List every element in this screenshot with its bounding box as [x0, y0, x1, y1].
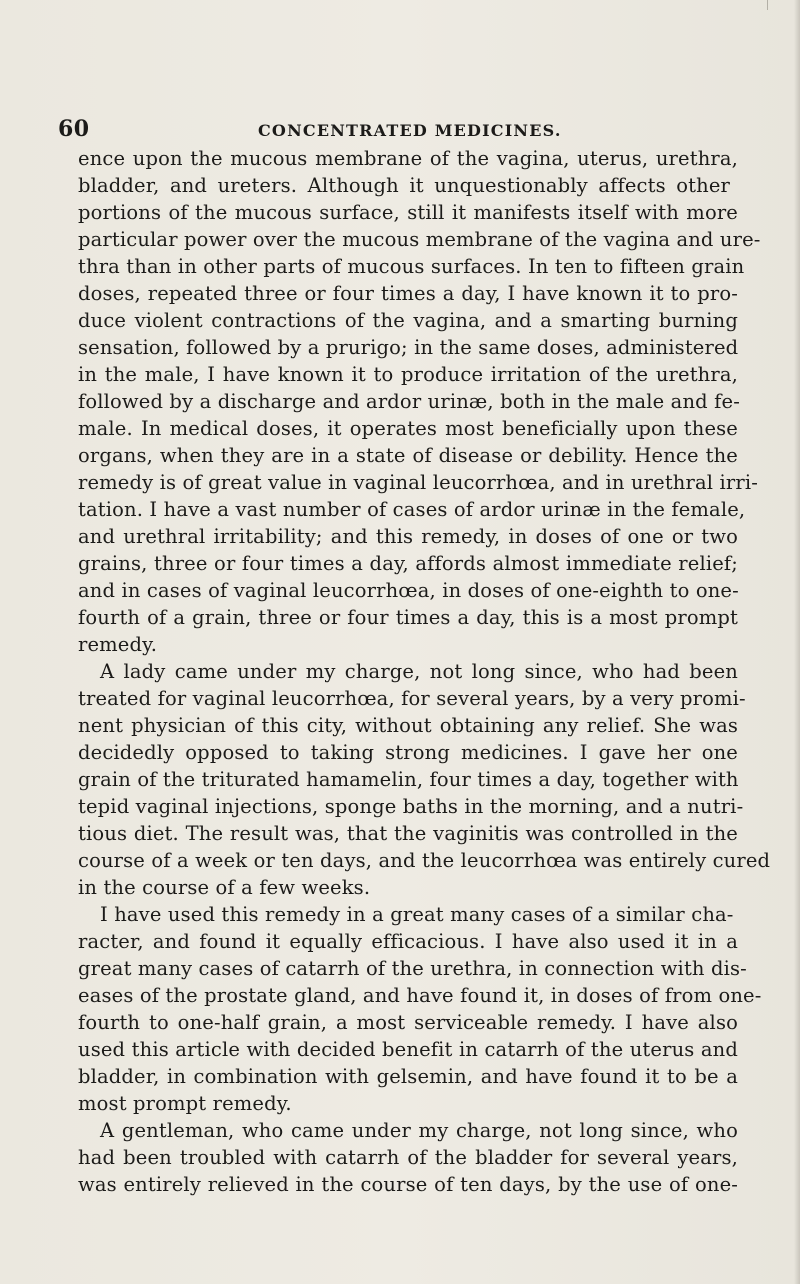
page-edge-shadow — [794, 0, 800, 1284]
text-line: doses, repeated three or four times a day, I have known it to pro- — [78, 282, 738, 305]
text-line: bladder, in combination with gelsemin, and have found it to be a — [78, 1065, 738, 1088]
text-line: remedy. — [78, 633, 158, 656]
text-line: organs, when they are in a state of disease or debility. Hence the — [78, 444, 738, 467]
text-line: sensation, followed by a prurigo; in the same doses, administered — [78, 336, 739, 359]
text-line: was entirely relieved in the course of ten days, by the use of one- — [78, 1173, 738, 1196]
text-line: racter, and found it equally efficacious. I have also used it in a — [78, 930, 738, 953]
text-line: grains, three or four times a day, affords almost immediate relief; — [78, 552, 738, 575]
text-line: fourth to one-half grain, a most serviceable remedy. I have also — [78, 1011, 738, 1034]
scan-corner-mark — [767, 0, 782, 10]
text-line: thra than in other parts of mucous surfaces. In ten to fifteen grain — [78, 255, 745, 278]
text-line: grain of the triturated hamamelin, four times a day, together with — [78, 768, 739, 791]
text-line: and urethral irritability; and this remedy, in doses of one or two — [78, 525, 738, 548]
text-line: in the male, I have known it to produce irritation of the urethra, — [78, 363, 738, 386]
text-line: in the course of a few weeks. — [78, 876, 371, 899]
text-line: tious diet. The result was, that the vaginitis was controlled in the — [78, 822, 738, 845]
text-line: tation. I have a vast number of cases of ardor urinæ in the female, — [78, 498, 746, 521]
text-line: and in cases of vaginal leucorrhœa, in doses of one-eighth to one- — [78, 579, 739, 602]
text-line: followed by a discharge and ardor urinæ, both in the male and fe- — [78, 390, 740, 413]
text-line: bladder, and ureters. Although it unquestionably affects other — [78, 174, 730, 197]
text-line: most prompt remedy. — [78, 1092, 292, 1115]
text-line: I have used this remedy in a great many cases of a similar cha- — [100, 903, 734, 926]
text-line: male. In medical doses, it operates most beneficially upon these — [78, 417, 738, 440]
page-number: 60 — [58, 116, 90, 142]
text-line: course of a week or ten days, and the leucorrhœa was entirely cured — [78, 849, 771, 872]
text-line: used this article with decided benefit in catarrh of the uterus and — [78, 1038, 738, 1061]
text-line: had been troubled with catarrh of the bladder for several years, — [78, 1146, 738, 1169]
text-line: nent physician of this city, without obtaining any relief. She was — [78, 714, 738, 737]
text-line: A lady came under my charge, not long since, who had been — [100, 660, 738, 683]
text-line: ence upon the mucous membrane of the vagina, uterus, urethra, — [78, 147, 738, 170]
text-line: particular power over the mucous membrane of the vagina and ure- — [78, 228, 761, 251]
running-head — [58, 117, 740, 141]
text-line: decidedly opposed to taking strong medicines. I gave her one — [78, 741, 738, 764]
text-line: A gentleman, who came under my charge, not long since, who — [100, 1119, 738, 1142]
text-line: tepid vaginal injections, sponge baths in the morning, and a nutri- — [78, 795, 744, 818]
text-line: remedy is of great value in vaginal leucorrhœa, and in urethral irri- — [78, 471, 758, 494]
text-line: portions of the mucous surface, still it manifests itself with more — [78, 201, 738, 224]
text-line: fourth of a grain, three or four times a day, this is a most prompt — [78, 606, 738, 629]
text-line: duce violent contractions of the vagina, and a smarting burning — [78, 309, 738, 332]
running-title: CONCENTRATED MEDICINES. — [258, 121, 562, 140]
text-line: treated for vaginal leucorrhœa, for several years, by a very promi- — [78, 687, 746, 710]
text-line: great many cases of catarrh of the urethra, in connection with dis- — [78, 957, 747, 980]
text-line: eases of the prostate gland, and have found it, in doses of from one- — [78, 984, 762, 1007]
